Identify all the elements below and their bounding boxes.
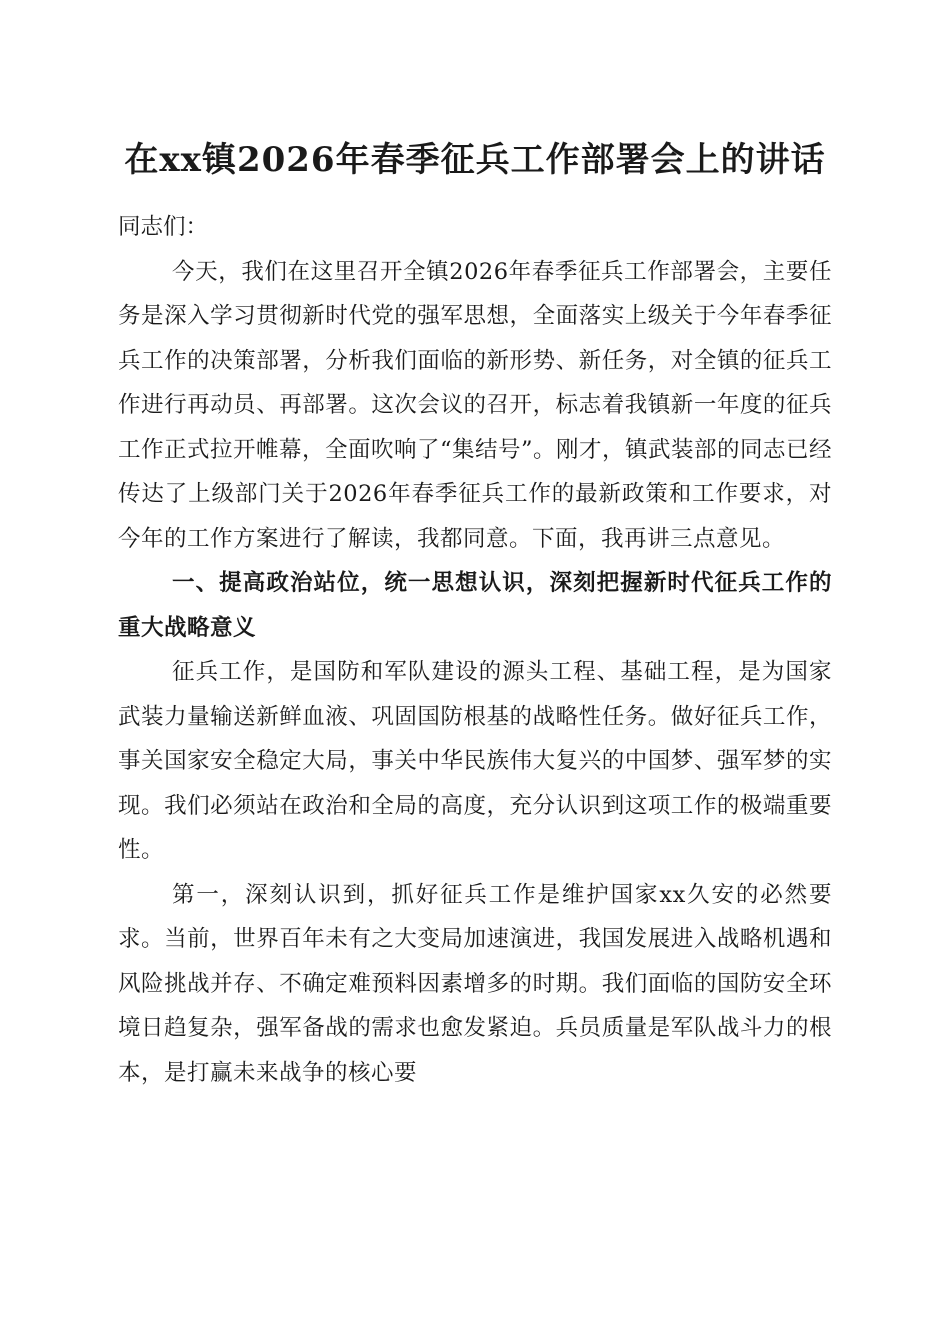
point-1-lead: 第一，深刻认识到，抓好征兵工作是维护国家xx久安的必然要求。 bbox=[118, 881, 832, 952]
document-title: 在xx镇2026年春季征兵工作部署会上的讲话 bbox=[124, 140, 826, 180]
point-1-text: 当前，世界百年未有之大变局加速演进，我国发展进入战略机遇和风险挑战并存、不确定难预料因素增多的时期。我们面临的国防安全环境日趋复杂，强军备战的需求也愈发紧迫。兵员质量是军队战斗力的根本，是打赢未来战争的核心要 bbox=[118, 926, 832, 1086]
salutation: 同志们： bbox=[118, 214, 209, 240]
section-heading-1: 一、提高政治站位，统一思想认识，深刻把握新时代征兵工作的重大战略意义 bbox=[118, 570, 832, 641]
intro-paragraph: 今天，我们在这里召开全镇2026年春季征兵工作部署会，主要任务是深入学习贯彻新时代党的强军思想，全面落实上级关于今年春季征兵工作的决策部署，分析我们面临的新形势、新任务，对全镇的征兵工作进行再动员、再部署。这次会议的召开，标志着我镇新一年度的征兵工作正式拉开帷幕，全面吹响了“集结号”。刚才，镇武装部的同志已经传达了上级部门关于2026年春季征兵工作的最新政策和工作要求，对今年的工作方案进行了解读，我都同意。下面，我再讲三点意见。 bbox=[118, 258, 833, 552]
point-1-paragraph bbox=[118, 873, 832, 1096]
document-body bbox=[118, 205, 832, 1095]
section-1-paragraph: 征兵工作，是国防和军队建设的源头工程、基础工程，是为国家武装力量输送新鲜血液、巩固国防根基的战略性任务。做好征兵工作，事关国家安全稳定大局，事关中华民族伟大复兴的中国梦、强军梦的实现。我们必须站在政治和全局的高度，充分认识到这项工作的极端重要性。 bbox=[118, 659, 832, 863]
